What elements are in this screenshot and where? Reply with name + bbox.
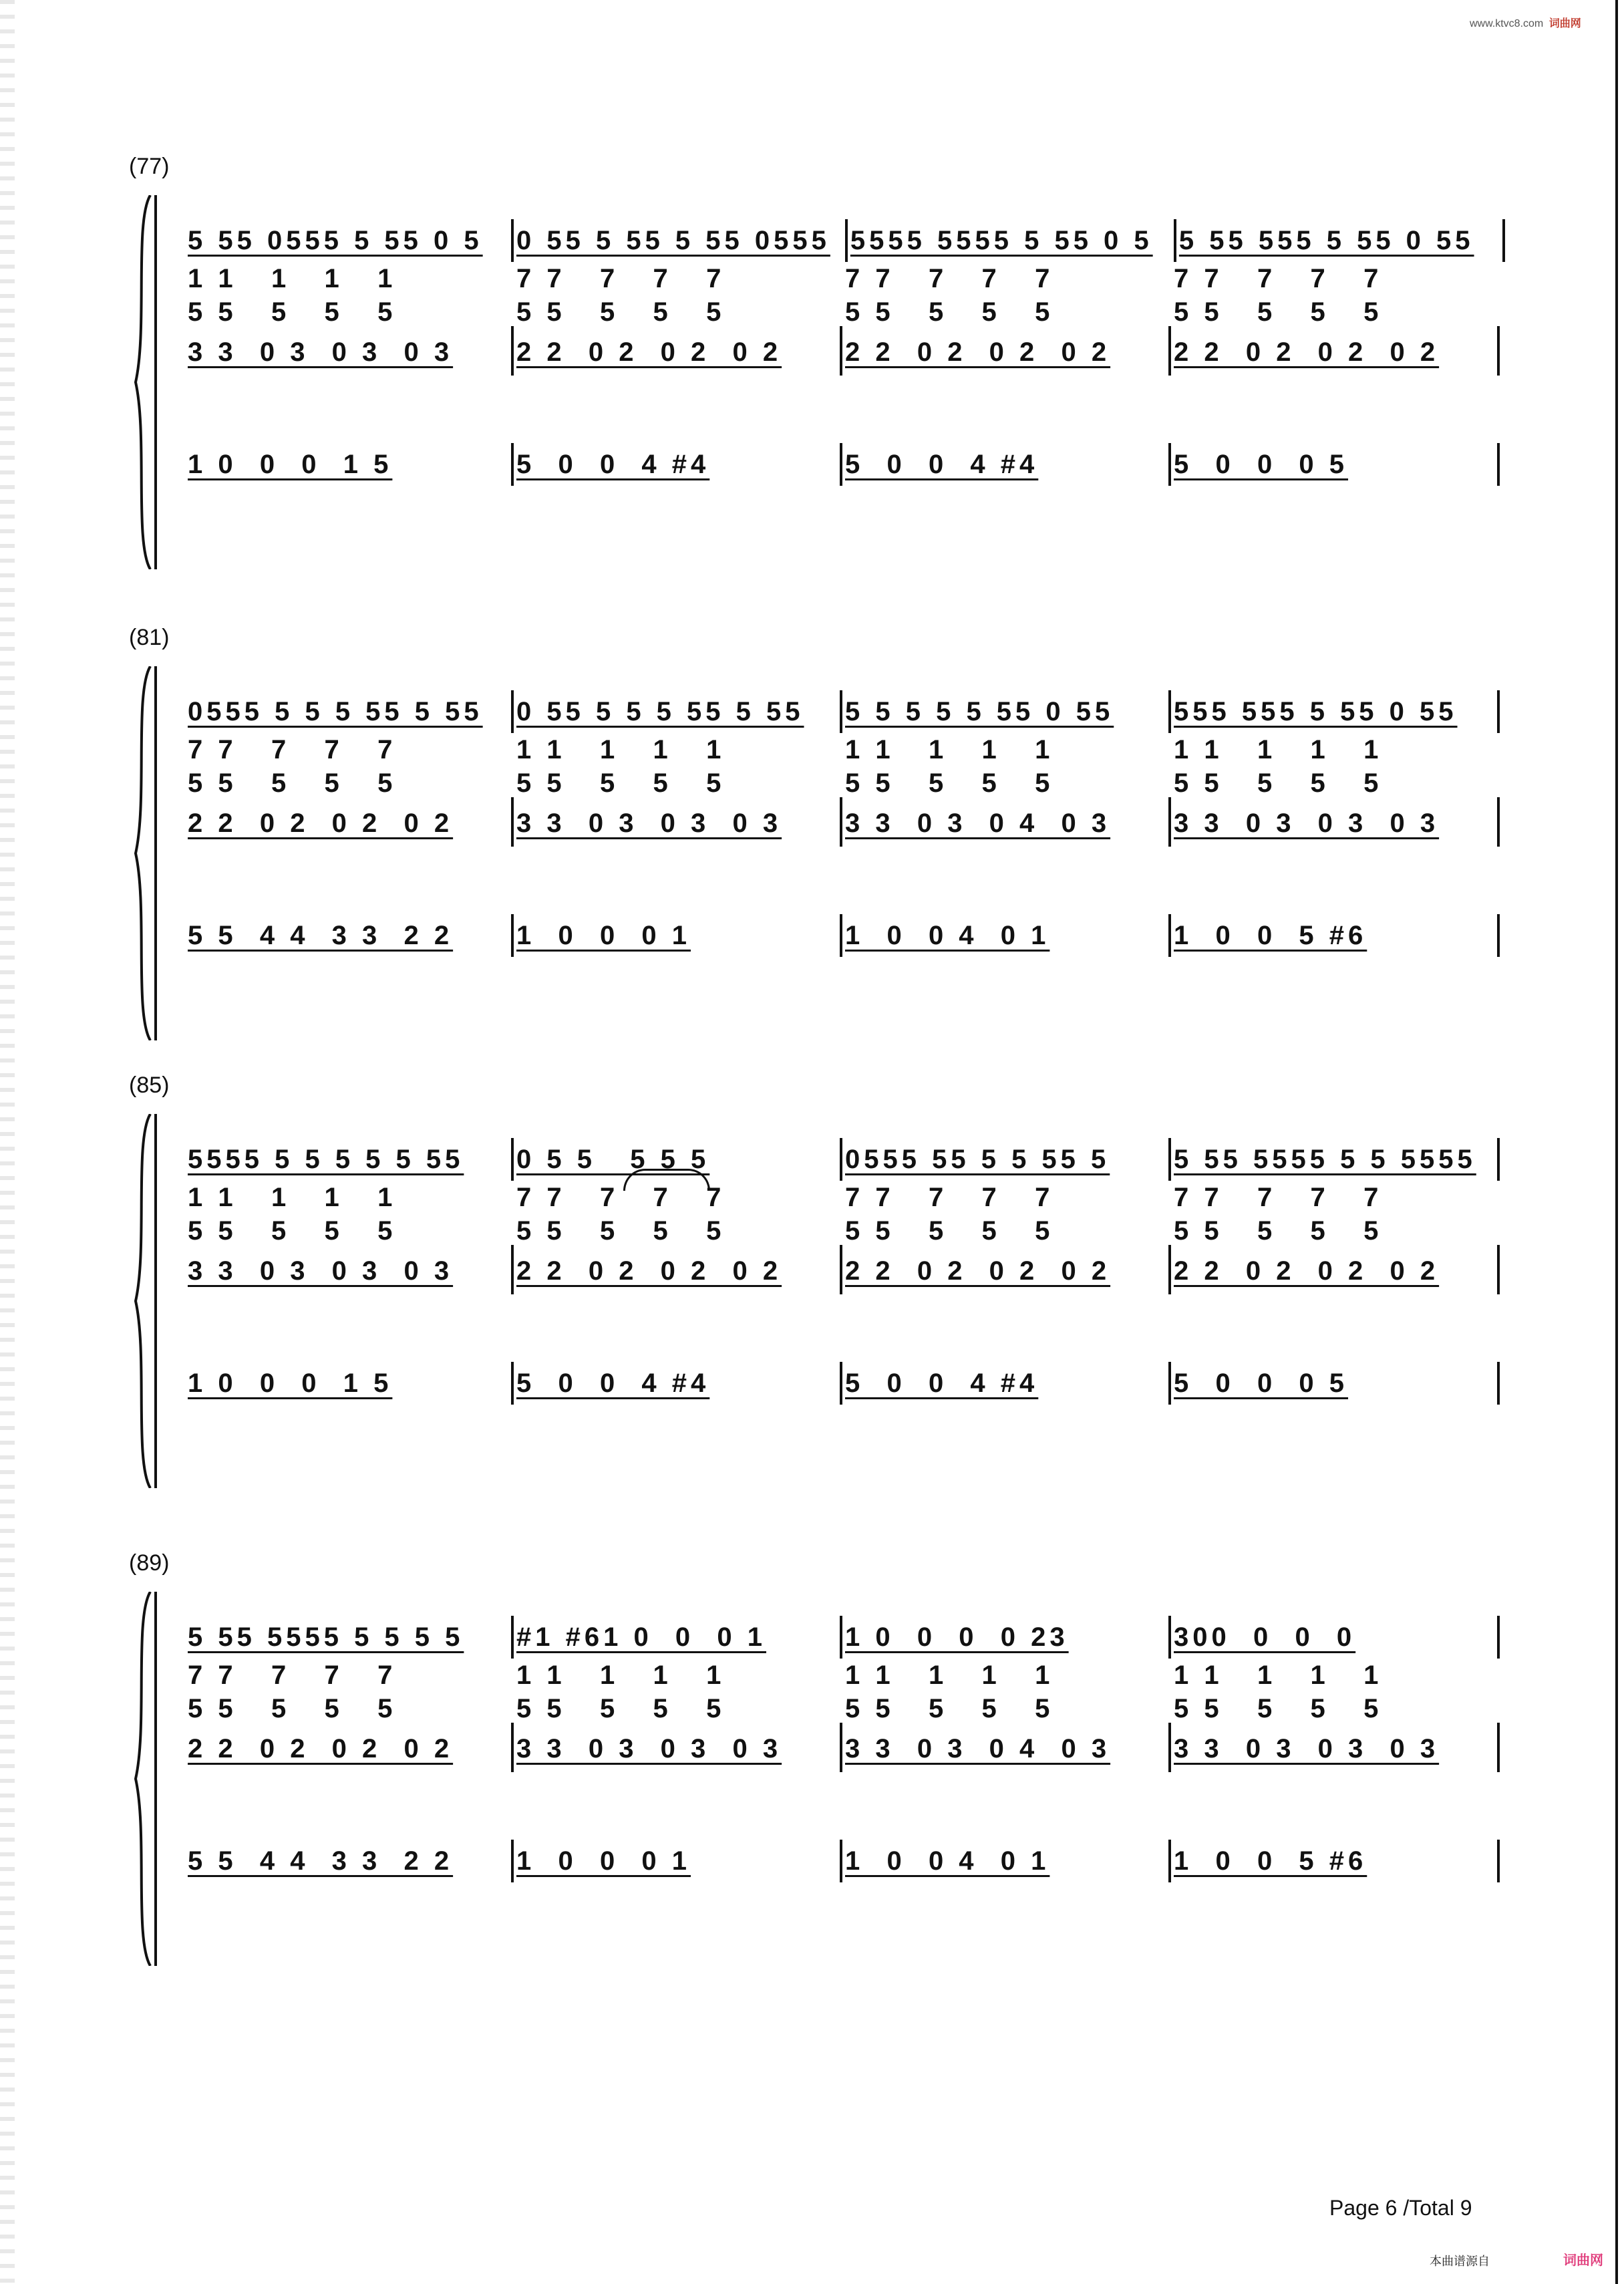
score-system	[130, 625, 1600, 1039]
measure	[1171, 1691, 1500, 1727]
measure	[1171, 685, 1500, 738]
measure-notes: 2 2 0 2 0 2 0 2	[188, 808, 454, 838]
measure	[514, 765, 842, 801]
system-start-line	[154, 1592, 157, 1966]
measure-notes: 2 2 0 2 0 2 0 2	[188, 1733, 454, 1763]
site-mark	[1470, 15, 1581, 30]
measure	[185, 438, 514, 491]
measure-notes: 5 5 5 5 5	[845, 768, 1054, 798]
measure-notes: 1 0 0 4 0 1	[845, 920, 1050, 950]
measure	[514, 1725, 842, 1772]
measure-notes: 2 2 0 2 0 2 0 2	[516, 337, 782, 367]
measure-notes: 1 1 1 1 1	[845, 1660, 1054, 1690]
measure-notes: 5 5 5 5 5	[516, 1693, 725, 1723]
measure-notes: 7 7 7 7 7	[845, 1182, 1054, 1212]
measure-notes: 5 5 5 5 5	[845, 1693, 1054, 1723]
measure	[1171, 1357, 1500, 1410]
measure	[185, 732, 514, 768]
measure-notes: 1 0 0 5 #6	[1174, 1846, 1367, 1876]
measure	[842, 909, 1171, 962]
measure-notes: 1 1 1 1 1	[516, 734, 725, 764]
barline	[1497, 1723, 1500, 1772]
measure	[514, 1248, 842, 1294]
measure	[185, 294, 514, 330]
measure	[185, 1179, 514, 1216]
measure-notes: 5 5 5 5 5	[188, 1693, 397, 1723]
chord-top-row	[185, 732, 1600, 768]
measure-notes: 5 0 0 4 #4	[845, 1368, 1039, 1398]
treble-staff	[185, 1610, 1600, 1664]
measure-notes: 2 2 0 2 0 2 0 2	[516, 1256, 782, 1286]
bass-staff	[185, 1834, 1600, 1888]
chord-bottom-row	[185, 329, 1600, 376]
measure-notes: 1 1 1 1 1	[516, 1660, 725, 1690]
site-url: www.ktvc8.com	[1470, 18, 1544, 29]
measure-notes: 7 7 7 7 7	[1174, 1182, 1383, 1212]
measure	[1171, 1610, 1500, 1664]
score-system	[130, 154, 1600, 568]
measure	[1171, 909, 1500, 962]
measure	[842, 438, 1171, 491]
measure	[1171, 261, 1500, 297]
measure	[1171, 329, 1500, 376]
measure	[514, 732, 842, 768]
treble-staff	[185, 1133, 1600, 1186]
measure	[842, 1834, 1171, 1888]
measure-notes: 2 2 0 2 0 2 0 2	[1174, 337, 1440, 367]
measure	[514, 438, 842, 491]
measure	[842, 1691, 1171, 1727]
measure-notes: 3 3 0 3 0 3 0 3	[188, 337, 454, 367]
measure	[1176, 214, 1505, 267]
measure-number: (89)	[129, 1550, 170, 1576]
measure-notes: 7 7 7 7 7	[845, 263, 1054, 293]
measure-notes: 5 0 0 4 #4	[845, 449, 1039, 479]
measure	[514, 800, 842, 847]
measure	[1171, 1725, 1500, 1772]
measure	[185, 1248, 514, 1294]
measure	[514, 261, 842, 297]
measure	[1171, 294, 1500, 330]
site-brand: 词曲网	[1549, 18, 1581, 29]
measure	[842, 1725, 1171, 1772]
barline	[1497, 1362, 1500, 1405]
chord-bottom-row	[185, 1725, 1600, 1772]
measure	[1171, 1834, 1500, 1888]
measure	[514, 1657, 842, 1693]
measure	[842, 1179, 1171, 1216]
measure-notes: 1 0 0 5 #6	[1174, 920, 1367, 950]
measure-notes: 555 555 5 55 0 55	[1174, 696, 1458, 726]
measure	[185, 329, 514, 376]
measure	[1171, 1248, 1500, 1294]
barline	[1497, 443, 1500, 486]
measure	[842, 294, 1171, 330]
measure-notes: 7 7 7 7 7	[516, 263, 725, 293]
measure	[514, 1179, 842, 1216]
measure-notes: 300 0 0 0	[1174, 1622, 1356, 1652]
measure-notes: 5 5 4 4 3 3 2 2	[188, 920, 454, 950]
measure	[514, 1691, 842, 1727]
measure	[514, 329, 842, 376]
treble-staff	[185, 214, 1600, 267]
barline	[1497, 326, 1500, 376]
measure	[514, 1213, 842, 1249]
measure	[842, 261, 1171, 297]
measure	[842, 1657, 1171, 1693]
measure-notes: 5 5 4 4 3 3 2 2	[188, 1846, 454, 1876]
measure	[1171, 1213, 1500, 1249]
barline	[1497, 1245, 1500, 1294]
measure-notes: 1 0 0 0 1	[516, 920, 691, 950]
measure-notes: 5 5 5 5 5 55 0 55	[845, 696, 1114, 726]
measure	[842, 1357, 1171, 1410]
measure-notes: 0 55 5 55 5 55 0555	[516, 225, 830, 255]
measure-notes: 1 1 1 1 1	[188, 263, 397, 293]
measure-notes: 5 0 0 4 #4	[516, 449, 710, 479]
chord-mid-row	[185, 1691, 1600, 1727]
measure-notes: 1 0 0 0 0 23	[845, 1622, 1069, 1652]
measure	[514, 1133, 842, 1186]
measure	[185, 1834, 514, 1888]
measure-number: (81)	[129, 625, 170, 650]
measure-notes: 0555 5 5 5 55 5 55	[188, 696, 483, 726]
measure-notes: 1 1 1 1 1	[845, 734, 1054, 764]
measure-notes: 0555 55 5 5 55 5	[845, 1144, 1110, 1174]
treble-staff	[185, 685, 1600, 738]
measure-notes: 7 7 7 7 7	[516, 1182, 725, 1212]
measure-notes: 3 3 0 3 0 3 0 3	[1174, 808, 1440, 838]
measure	[514, 685, 842, 738]
barline	[1497, 914, 1500, 957]
barline	[1497, 1840, 1500, 1882]
chord-mid-row	[185, 765, 1600, 801]
measure	[842, 765, 1171, 801]
bass-staff	[185, 909, 1600, 962]
measure	[185, 261, 514, 297]
measure-notes: 1 0 0 4 0 1	[845, 1846, 1050, 1876]
measure	[185, 1691, 514, 1727]
chord-mid-row	[185, 1213, 1600, 1249]
measure	[1171, 438, 1500, 491]
brand-stamp: 词曲网	[1563, 2253, 1603, 2268]
grand-staff-brace	[130, 195, 157, 569]
measure-notes: 5 0 0 0 5	[1174, 1368, 1349, 1398]
page-indicator: Page 6 /Total 9	[1329, 2196, 1472, 2220]
measure	[185, 800, 514, 847]
measure	[185, 909, 514, 962]
measure-notes: 5 5 5 5 5	[1174, 1693, 1383, 1723]
chord-mid-row	[185, 294, 1600, 330]
grand-staff-brace	[130, 1592, 157, 1966]
measure	[185, 1657, 514, 1693]
system-start-line	[154, 1114, 157, 1488]
measure-notes: 5 5 5 5 5	[188, 1216, 397, 1246]
measure-notes: 1 1 1 1 1	[1174, 1660, 1383, 1690]
measure	[185, 1213, 514, 1249]
measure-notes: #1 #61 0 0 0 1	[516, 1622, 767, 1652]
measure-notes: 5555 5 5 5 5 5 55	[188, 1144, 464, 1174]
barline	[1497, 690, 1500, 733]
bass-staff	[185, 438, 1600, 491]
measure	[842, 1610, 1171, 1664]
measure	[1171, 1133, 1500, 1186]
measure-notes: 7 7 7 7 7	[1174, 263, 1383, 293]
measure	[1171, 732, 1500, 768]
chord-top-row	[185, 1179, 1600, 1216]
measure-notes: 7 7 7 7 7	[188, 734, 397, 764]
chord-top-row	[185, 261, 1600, 297]
measure-notes: 3 3 0 3 0 3 0 3	[1174, 1733, 1440, 1763]
measure	[848, 214, 1176, 267]
measure-notes: 3 3 0 3 0 3 0 3	[516, 1733, 782, 1763]
measure	[842, 732, 1171, 768]
measure-notes: 0 55 5 5 5 55 5 55	[516, 696, 804, 726]
measure	[514, 214, 848, 267]
measure	[185, 1610, 514, 1664]
measure	[842, 800, 1171, 847]
measure	[842, 329, 1171, 376]
grand-staff-brace	[130, 666, 157, 1040]
measure	[1171, 765, 1500, 801]
system-start-line	[154, 195, 157, 569]
page-right-rule	[1615, 0, 1618, 2284]
measure	[842, 1213, 1171, 1249]
measure	[514, 1834, 842, 1888]
measure-notes: 5 5 5 5 5	[516, 297, 725, 327]
measure	[514, 1357, 842, 1410]
measure	[514, 1610, 842, 1664]
measure	[514, 909, 842, 962]
measure-notes: 5 55 5555 5 5 5 5	[188, 1622, 464, 1652]
measure	[1171, 1179, 1500, 1216]
measure	[1171, 1657, 1500, 1693]
measure-notes: 5 5 5 5 5	[1174, 1216, 1383, 1246]
measure	[185, 1133, 514, 1186]
chord-top-row	[185, 1657, 1600, 1693]
measure	[185, 1357, 514, 1410]
measure-notes: 1 0 0 0 1	[516, 1846, 691, 1876]
measure-notes: 5 55 5555 5 5 5555	[1174, 1144, 1476, 1174]
page-edge-watermark	[0, 0, 15, 2284]
measure-notes: 2 2 0 2 0 2 0 2	[1174, 1256, 1440, 1286]
measure-notes: 3 3 0 3 0 4 0 3	[845, 808, 1111, 838]
measure-notes: 5 55 0555 5 55 0 5	[188, 225, 483, 255]
score-system	[130, 1550, 1600, 1965]
measure-number: (77)	[129, 154, 170, 179]
measure-notes: 5 5 5 5 5	[516, 1216, 725, 1246]
measure-notes: 1 0 0 0 1 5	[188, 1368, 393, 1398]
measure	[185, 685, 514, 738]
measure-notes: 1 1 1 1 1	[188, 1182, 397, 1212]
measure	[514, 294, 842, 330]
measure	[842, 1248, 1171, 1294]
measure	[842, 1133, 1171, 1186]
measure-notes: 1 1 1 1 1	[1174, 734, 1383, 764]
measure-notes: 5 5 5 5 5	[1174, 768, 1383, 798]
measure-notes: 5555 5555 5 55 0 5	[850, 225, 1153, 255]
measure-notes: 0 5 5 5 5 5	[516, 1144, 710, 1174]
barline	[1502, 219, 1505, 262]
measure	[185, 765, 514, 801]
chord-bottom-row	[185, 800, 1600, 847]
bass-staff	[185, 1357, 1600, 1410]
measure	[185, 1725, 514, 1772]
measure-notes: 1 0 0 0 1 5	[188, 449, 393, 479]
measure-notes: 2 2 0 2 0 2 0 2	[845, 337, 1111, 367]
measure-notes: 2 2 0 2 0 2 0 2	[845, 1256, 1111, 1286]
measure-notes: 5 5 5 5 5	[188, 768, 397, 798]
measure-notes: 5 0 0 4 #4	[516, 1368, 710, 1398]
measure-notes: 3 3 0 3 0 3 0 3	[188, 1256, 454, 1286]
measure-notes: 5 0 0 0 5	[1174, 449, 1349, 479]
barline	[1497, 797, 1500, 847]
measure-number: (85)	[129, 1073, 170, 1098]
measure	[1171, 800, 1500, 847]
measure-notes: 5 55 555 5 55 0 55	[1178, 225, 1474, 255]
system-start-line	[154, 666, 157, 1040]
barline	[1497, 1616, 1500, 1659]
grand-staff-brace	[130, 1114, 157, 1488]
measure-notes: 3 3 0 3 0 4 0 3	[845, 1733, 1111, 1763]
source-stamp: 本曲谱源自	[1430, 2255, 1490, 2268]
measure-notes: 5 5 5 5 5	[845, 297, 1054, 327]
measure-notes: 7 7 7 7 7	[188, 1660, 397, 1690]
score-system	[130, 1073, 1600, 1487]
measure-notes: 5 5 5 5 5	[188, 297, 397, 327]
measure-notes: 5 5 5 5 5	[845, 1216, 1054, 1246]
barline	[1497, 1138, 1500, 1181]
measure-notes: 5 5 5 5 5	[516, 768, 725, 798]
measure	[185, 214, 514, 267]
measure-notes: 5 5 5 5 5	[1174, 297, 1383, 327]
chord-bottom-row	[185, 1248, 1600, 1294]
measure-notes: 3 3 0 3 0 3 0 3	[516, 808, 782, 838]
measure	[842, 685, 1171, 738]
